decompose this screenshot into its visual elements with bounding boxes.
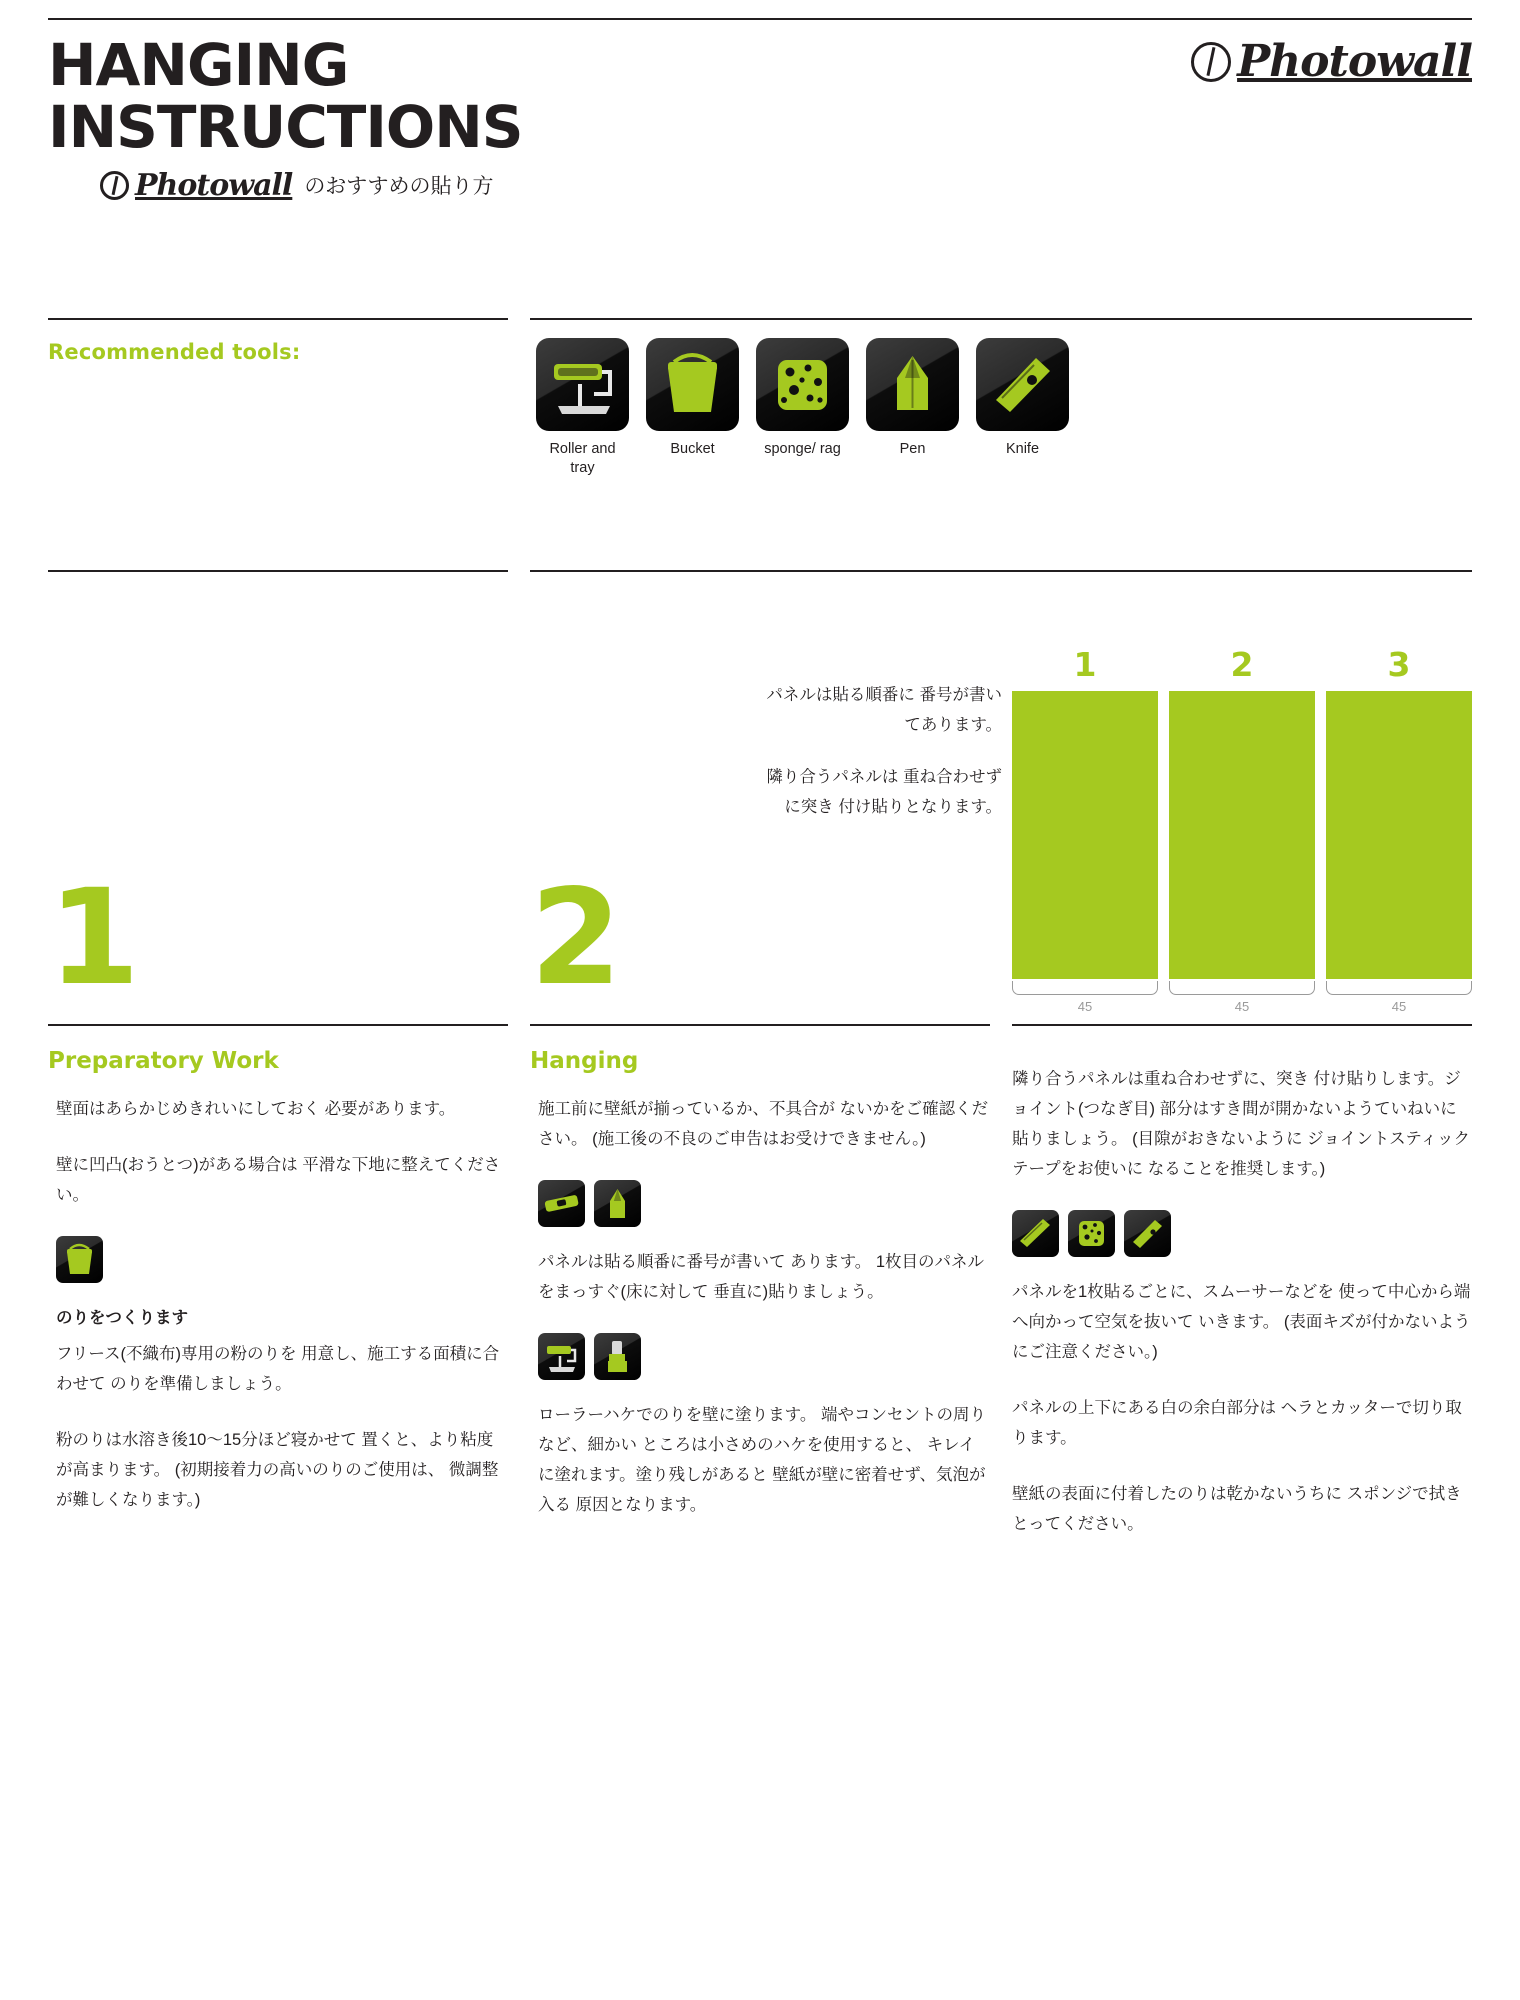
- tool-caption: Roller and tray: [549, 441, 616, 476]
- panel-width-label: 45: [1326, 981, 1472, 1014]
- panel-number: 3: [1387, 645, 1411, 684]
- step-2-icon-row-b: [538, 1333, 990, 1380]
- step-3-paragraph-4: 壁紙の表面に付着したのりは乾かないうちに スポンジで拭きとってください。: [1012, 1485, 1462, 1533]
- step-3-column: [1012, 1064, 1472, 1565]
- level-icon: [538, 1180, 585, 1227]
- tool-bucket: [646, 338, 739, 478]
- panel-box: [1012, 691, 1158, 979]
- roller-icon: [536, 338, 629, 431]
- panel-width-label: 45: [1012, 981, 1158, 1014]
- pen-icon: [866, 338, 959, 431]
- smoother-icon: [1012, 1210, 1059, 1257]
- panel-diagram-note: [752, 680, 1002, 822]
- panel-diagram: [1012, 645, 1472, 1014]
- page-title-line2: INSTRUCTIONS: [48, 93, 523, 161]
- page-title-line1: HANGING: [48, 31, 349, 99]
- sponge-icon: [1068, 1210, 1115, 1257]
- step-2-icon-row-a: [538, 1180, 990, 1227]
- recommended-tools-row: [536, 338, 1069, 478]
- knife-icon: [1124, 1210, 1171, 1257]
- recommended-tools-label: Recommended tools:: [48, 340, 301, 364]
- divider-mid-right: [530, 570, 1472, 572]
- panel-dimension-row: [1012, 981, 1472, 1014]
- panel-note-1: パネルは貼る順番に 番号が書いてあります。: [766, 686, 1002, 734]
- step-3-paragraph-3: パネルの上下にある白の余白部分は ヘラとカッターで切り取ります。: [1012, 1399, 1462, 1447]
- tool-caption: Pen: [899, 441, 926, 457]
- photowall-mark-icon: [100, 171, 129, 200]
- photowall-wordmark: Photowall: [1237, 36, 1472, 87]
- tool-roller: [536, 338, 629, 478]
- bucket-icon: [646, 338, 739, 431]
- step-2-paragraph-3: ローラーハケでのりを壁に塗ります。 端やコンセントの周りなど、細かい ところは小さめのハケを使用すると、 キレイに塗れます。塗り残しがあると 壁紙が壁に密着せず、気泡が入る 原因となります。: [538, 1406, 986, 1514]
- panel-note-2: 隣り合うパネルは 重ね合わせずに突き 付け貼りとなります。: [766, 768, 1002, 816]
- step-number-1: 1: [48, 861, 140, 1015]
- panel-box: [1326, 691, 1472, 979]
- step-3-icon-row: [1012, 1210, 1472, 1257]
- tool-sponge: [756, 338, 849, 478]
- divider-mid-left: [48, 570, 508, 572]
- panel-width-label: 45: [1169, 981, 1315, 1014]
- step-2-paragraph-2: パネルは貼る順番に番号が書いて あります。 1枚目のパネルをまっすぐ(床に対して 垂直に)貼りましょう。: [538, 1253, 985, 1301]
- subtitle-row: [100, 168, 1148, 203]
- photowall-wordmark: Photowall: [135, 168, 293, 203]
- step-1-lead: のりをつくります: [56, 1309, 188, 1327]
- tool-caption: sponge/ rag: [764, 441, 841, 457]
- top-divider: [48, 18, 1472, 20]
- step-1-paragraph-1: 壁面はあらかじめきれいにしておく 必要があります。: [56, 1100, 456, 1118]
- step-3-paragraph-2: パネルを1枚貼るごとに、スムーサーなどを 使って中心から端へ向かって空気を抜いて いきます。 (表面キズが付かないようにご注意ください。): [1012, 1283, 1471, 1361]
- photowall-mark-icon: [1191, 42, 1231, 82]
- document-header: [48, 31, 1148, 203]
- tool-pen: [866, 338, 959, 478]
- tool-knife: [976, 338, 1069, 478]
- step-2-paragraph-1: 施工前に壁紙が揃っているか、不具合が ないかをご確認ください。 (施工後の不良のご申告はお受けできません。): [538, 1100, 989, 1148]
- brush-icon: [594, 1333, 641, 1380]
- panel-box: [1169, 691, 1315, 979]
- sponge-icon: [756, 338, 849, 431]
- pen-icon: [594, 1180, 641, 1227]
- divider-section-3: [1012, 1024, 1472, 1026]
- knife-icon: [976, 338, 1069, 431]
- step-2-title: Hanging: [530, 1048, 639, 1074]
- divider-tools-right: [530, 318, 1472, 320]
- panel-box-row: [1012, 691, 1472, 979]
- bucket-icon: [56, 1236, 103, 1283]
- tool-caption: Bucket: [670, 441, 715, 457]
- step-1-title: Preparatory Work: [48, 1048, 279, 1074]
- step-number-2: 2: [530, 861, 622, 1015]
- step-1-paragraph-4: 粉のりは水溶き後10～15分ほど寝かせて 置くと、より粘度が高まります。 (初期接着力の高いのりのご使用は、 微調整が難しくなります。): [56, 1431, 499, 1509]
- roller-icon: [538, 1333, 585, 1380]
- panel-number: 1: [1073, 645, 1097, 684]
- step-2-column: [530, 1046, 990, 1546]
- photowall-logo-main: [1191, 36, 1472, 87]
- tool-caption: Knife: [1005, 441, 1040, 457]
- step-1-paragraph-2: 壁に凹凸(おうとつ)がある場合は 平滑な下地に整えてください。: [56, 1156, 501, 1204]
- subtitle-japanese: のおすすめの貼り方: [304, 175, 494, 198]
- divider-tools-left: [48, 318, 508, 320]
- step-1-paragraph-3: フリース(不織布)専用の粉のりを 用意し、施工する面積に合わせて のりを準備しましょう。: [56, 1345, 500, 1393]
- divider-section-2: [530, 1024, 990, 1026]
- divider-section-1: [48, 1024, 508, 1026]
- step-1-column: [48, 1046, 508, 1541]
- step-1-icon-row: [56, 1236, 508, 1283]
- panel-number: 2: [1230, 645, 1254, 684]
- panel-number-row: [1012, 645, 1472, 684]
- step-3-paragraph-1: 隣り合うパネルは重ね合わせずに、突き 付け貼りします。ジョイント(つなぎ目) 部分はすき間が開かないようていねいに 貼りましょう。 (目隙がおきないように ジョイントスティックテープをお使いに なることを推奨します。): [1012, 1070, 1471, 1178]
- photowall-logo-small: [100, 168, 292, 203]
